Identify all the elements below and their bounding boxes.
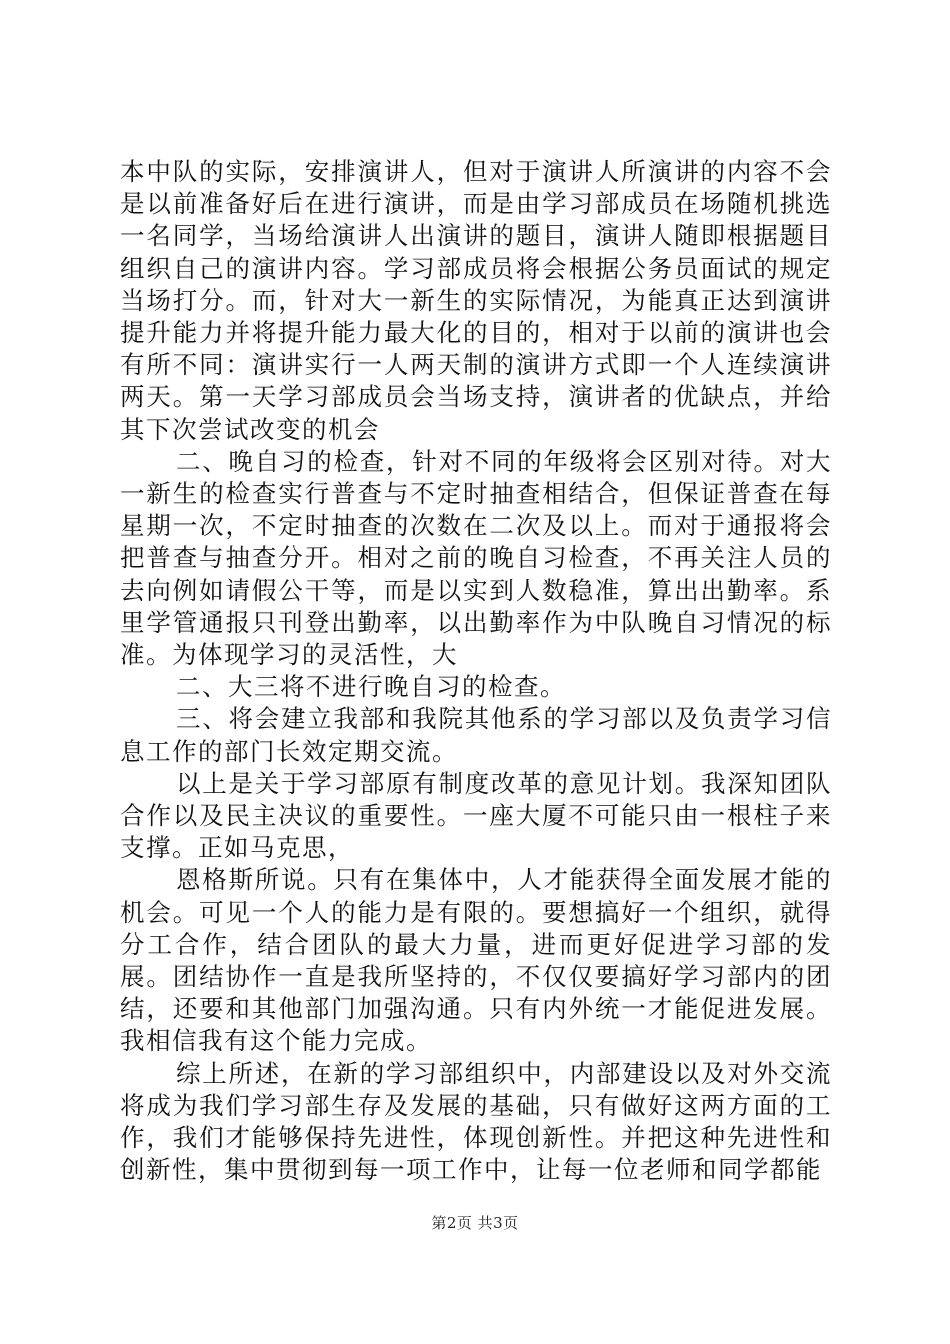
paragraph: 恩格斯所说。只有在集体中，人才能获得全面发展才能的机会。可见一个人的能力是有限的。要想搞好一个组织，就得分工合作，结合团队的最大力量，进而更好促进学习部的发展。团结协作一直是我所坚持的，不仅仅要搞好学习部内的团结，还要和其他部门加强沟通。只有内外统一才能促进发展。我相信我有这个能力完成。 — [120, 865, 832, 1056]
paragraph: 以上是关于学习部原有制度改革的意见计划。我深知团队合作以及民主决议的重要性。一座大厦不可能只由一根柱子来支撑。正如马克思， — [120, 768, 832, 863]
paragraph: 综上所述，在新的学习部组织中，内部建设以及对外交流将成为我们学习部生存及发展的基础，只有做好这两方面的工作，我们才能够保持先进性，体现创新性。并把这种先进性和创新性，集中贯彻到每一项工作中，让每一位老师和同学都能 — [120, 1058, 832, 1185]
paragraph: 二、大三将不进行晚自习的检查。 — [176, 672, 566, 702]
page-number: 第2页 — [431, 1214, 473, 1232]
paragraph: 三、将会建立我部和我院其他系的学习部以及负责学习信息工作的部门长效定期交流。 — [120, 704, 832, 766]
page-footer — [0, 1212, 950, 1233]
page-total: 共3页 — [477, 1214, 519, 1232]
document-body — [120, 156, 832, 1187]
paragraph: 本中队的实际，安排演讲人，但对于演讲人所演讲的内容不会是以前准备好后在进行演讲，而是由学习部成员在场随机挑选一名同学，当场给演讲人出演讲的题目，演讲人随即根据题目组织自己的演讲内容。学习部成员将会根据公务员面试的规定当场打分。而，针对大一新生的实际情况，为能真正达到演讲提升能力并将提升能力最大化的目的，相对于以前的演讲也会有所不同：演讲实行一人两天制的演讲方式即一个人连续演讲两天。第一天学习部成员会当场支持，演讲者的优缺点，并给其下次尝试改变的机会 — [120, 157, 832, 444]
paragraph: 二、晚自习的检查，针对不同的年级将会区别对待。对大一新生的检查实行普查与不定时抽查相结合，但保证普查在每星期一次，不定时抽查的次数在二次及以上。而对于通报将会把普查与抽查分开。相对之前的晚自习检查，不再关注人员的去向例如请假公干等，而是以实到人数稳准，算出出勤率。系里学管通报只刊登出勤率，以出勤率作为中队晚自习情况的标准。为体现学习的灵活性，大 — [120, 446, 832, 670]
